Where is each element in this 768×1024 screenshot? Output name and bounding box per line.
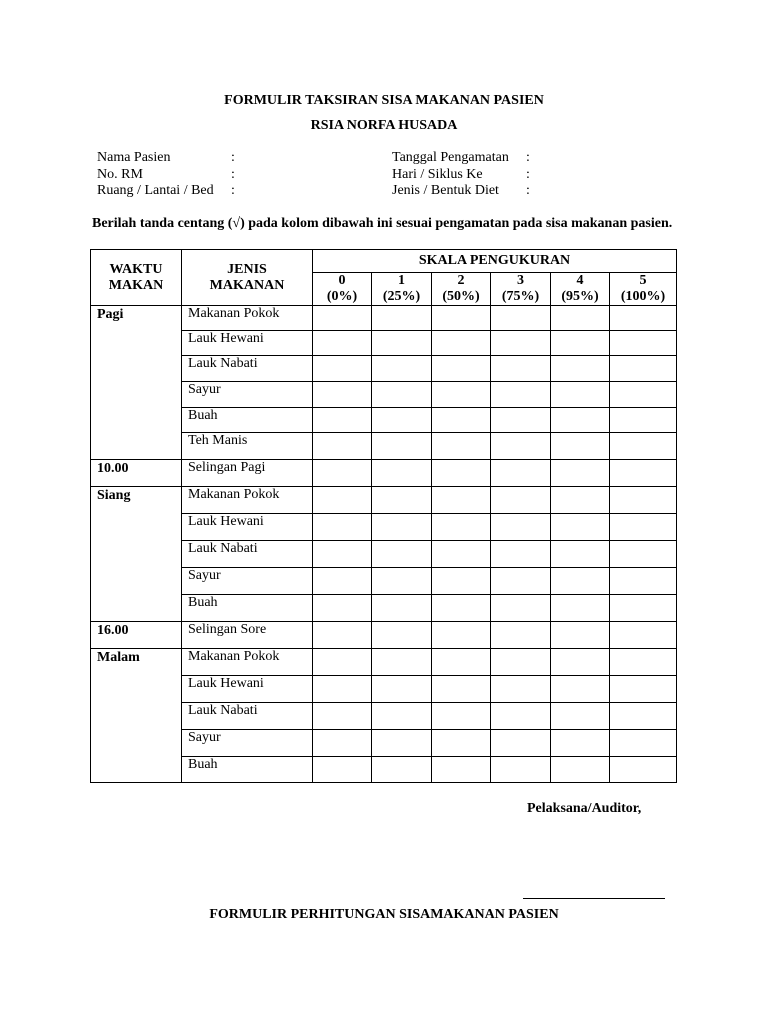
scale-checkbox-cell-2[interactable]: [432, 595, 491, 622]
jenis-makanan-cell: Lauk Hewani: [182, 331, 313, 356]
scale-num: 1: [398, 273, 405, 288]
scale-checkbox-cell-3[interactable]: [491, 433, 551, 460]
table-body: [91, 306, 677, 783]
info-label: Nama Pasien: [97, 150, 171, 165]
scale-checkbox-cell-4[interactable]: [551, 433, 610, 460]
table-row: [91, 460, 677, 487]
scale-num: 0: [338, 273, 346, 288]
scale-checkbox-cell-0[interactable]: [313, 433, 372, 460]
header-waktu-line2: MAKAN: [108, 277, 164, 293]
jenis-makanan-cell: Lauk Nabati: [182, 541, 313, 568]
scale-checkbox-cell-2[interactable]: [432, 649, 491, 676]
scale-col-4: [551, 273, 610, 306]
scale-checkbox-cell-3[interactable]: [491, 676, 551, 703]
scale-checkbox-cell-4[interactable]: [551, 460, 610, 487]
scale-checkbox-cell-4[interactable]: [551, 541, 610, 568]
scale-checkbox-cell-5[interactable]: [610, 487, 677, 514]
scale-checkbox-cell-1[interactable]: [372, 331, 432, 356]
scale-checkbox-cell-1[interactable]: [372, 703, 432, 730]
scale-checkbox-cell-5[interactable]: [610, 649, 677, 676]
scale-checkbox-cell-1[interactable]: [372, 730, 432, 757]
scale-checkbox-cell-1[interactable]: [372, 514, 432, 541]
table-row: [91, 649, 677, 676]
signature-line: [523, 898, 665, 899]
info-row-diet: [392, 183, 536, 200]
scale-col-2: [432, 273, 491, 306]
waktu-makan-cell: Siang: [91, 487, 182, 622]
scale-col-5: [610, 273, 677, 306]
scale-checkbox-cell-2[interactable]: [432, 408, 491, 433]
jenis-makanan-cell: Lauk Hewani: [182, 676, 313, 703]
form-title: FORMULIR TAKSIRAN SISA MAKANAN PASIEN: [224, 93, 544, 108]
scale-checkbox-cell-5[interactable]: [610, 514, 677, 541]
header-jenis-line2: MAKANAN: [209, 277, 285, 293]
scale-checkbox-cell-3[interactable]: [491, 595, 551, 622]
scale-checkbox-cell-2[interactable]: [432, 676, 491, 703]
jenis-makanan-cell: Lauk Hewani: [182, 514, 313, 541]
table-row: [91, 487, 677, 514]
scale-checkbox-cell-1[interactable]: [372, 595, 432, 622]
info-row-nama-pasien: [97, 150, 241, 167]
instruction-text: Berilah tanda centang (√) pada kolom dibawah ini sesuai pengamatan pada sisa makanan pasien.: [92, 216, 673, 231]
scale-checkbox-cell-0[interactable]: [313, 382, 372, 408]
second-form-title: FORMULIR PERHITUNGAN SISAMAKANAN PASIEN: [209, 907, 559, 922]
waktu-makan-cell: Pagi: [91, 306, 182, 460]
scale-checkbox-cell-3[interactable]: [491, 331, 551, 356]
scale-checkbox-cell-3[interactable]: [491, 568, 551, 595]
scale-pct: (0%): [326, 289, 358, 304]
signature-label: Pelaksana/Auditor,: [527, 801, 642, 816]
scale-checkbox-cell-5[interactable]: [610, 703, 677, 730]
info-label: No. RM: [97, 166, 143, 182]
info-colon: :: [231, 150, 235, 165]
scale-checkbox-cell-4[interactable]: [551, 757, 610, 783]
scale-checkbox-cell-3[interactable]: [491, 408, 551, 433]
scale-pct: (95%): [561, 289, 599, 304]
scale-checkbox-cell-4[interactable]: [551, 703, 610, 730]
jenis-makanan-cell: Sayur: [182, 730, 313, 757]
scale-num: 5: [639, 273, 647, 288]
scale-checkbox-cell-3[interactable]: [491, 757, 551, 783]
scale-checkbox-cell-4[interactable]: [551, 382, 610, 408]
scale-checkbox-cell-3[interactable]: [491, 730, 551, 757]
jenis-makanan-cell: Buah: [182, 408, 313, 433]
scale-checkbox-cell-5[interactable]: [610, 382, 677, 408]
scale-checkbox-cell-2[interactable]: [432, 356, 491, 382]
header-jenis-makanan: [182, 250, 313, 306]
header-waktu-line1: WAKTU: [109, 261, 163, 277]
scale-checkbox-cell-0[interactable]: [313, 568, 372, 595]
header-waktu-makan: [91, 250, 182, 306]
info-row-hari: [392, 167, 536, 184]
info-label: Tanggal Pengamatan: [392, 150, 509, 165]
scale-checkbox-cell-0[interactable]: [313, 730, 372, 757]
info-label: Hari / Siklus Ke: [392, 166, 483, 182]
info-row-no-rm: [97, 167, 241, 184]
scale-checkbox-cell-0[interactable]: [313, 757, 372, 783]
scale-checkbox-cell-4[interactable]: [551, 356, 610, 382]
scale-checkbox-cell-5[interactable]: [610, 595, 677, 622]
scale-checkbox-cell-5[interactable]: [610, 757, 677, 783]
scale-checkbox-cell-4[interactable]: [551, 622, 610, 649]
jenis-makanan-cell: Sayur: [182, 568, 313, 595]
jenis-makanan-cell: Makanan Pokok: [182, 649, 313, 676]
scale-checkbox-cell-4[interactable]: [551, 568, 610, 595]
scale-checkbox-cell-2[interactable]: [432, 306, 491, 331]
scale-checkbox-cell-3[interactable]: [491, 649, 551, 676]
scale-checkbox-cell-5[interactable]: [610, 568, 677, 595]
header-skala-pengukuran: SKALA PENGUKURAN: [313, 250, 677, 273]
scale-checkbox-cell-3[interactable]: [491, 703, 551, 730]
scale-pct: (100%): [620, 289, 666, 304]
scale-checkbox-cell-0[interactable]: [313, 649, 372, 676]
scale-checkbox-cell-1[interactable]: [372, 541, 432, 568]
scale-checkbox-cell-0[interactable]: [313, 487, 372, 514]
scale-checkbox-cell-1[interactable]: [372, 408, 432, 433]
scale-checkbox-cell-1[interactable]: [372, 676, 432, 703]
scale-checkbox-cell-2[interactable]: [432, 568, 491, 595]
scale-checkbox-cell-0[interactable]: [313, 703, 372, 730]
info-row-ruang: [97, 183, 241, 200]
scale-checkbox-cell-4[interactable]: [551, 408, 610, 433]
scale-checkbox-cell-1[interactable]: [372, 306, 432, 331]
scale-checkbox-cell-2[interactable]: [432, 460, 491, 487]
jenis-makanan-cell: Buah: [182, 757, 313, 783]
waktu-makan-cell: Malam: [91, 649, 182, 783]
scale-checkbox-cell-1[interactable]: [372, 568, 432, 595]
scale-pct: (50%): [442, 289, 480, 304]
jenis-makanan-cell: Selingan Sore: [182, 622, 313, 649]
scale-checkbox-cell-1[interactable]: [372, 460, 432, 487]
scale-checkbox-cell-2[interactable]: [432, 331, 491, 356]
waktu-makan-cell: 16.00: [91, 622, 182, 649]
scale-num: 4: [576, 273, 584, 288]
scale-checkbox-cell-3[interactable]: [491, 487, 551, 514]
scale-num: 2: [457, 273, 465, 288]
jenis-makanan-cell: Buah: [182, 595, 313, 622]
scale-checkbox-cell-5[interactable]: [610, 541, 677, 568]
table-row: [91, 306, 677, 331]
jenis-makanan-cell: Lauk Nabati: [182, 703, 313, 730]
scale-checkbox-cell-2[interactable]: [432, 487, 491, 514]
info-label: Jenis / Bentuk Diet: [392, 183, 499, 198]
scale-checkbox-cell-5[interactable]: [610, 433, 677, 460]
scale-checkbox-cell-4[interactable]: [551, 306, 610, 331]
jenis-makanan-cell: Sayur: [182, 382, 313, 408]
info-colon: :: [231, 183, 235, 198]
info-colon: :: [231, 166, 235, 182]
scale-col-0: [313, 273, 372, 306]
scale-checkbox-cell-4[interactable]: [551, 487, 610, 514]
scale-checkbox-cell-3[interactable]: [491, 541, 551, 568]
info-row-tanggal: [392, 150, 536, 167]
scale-checkbox-cell-0[interactable]: [313, 408, 372, 433]
scale-checkbox-cell-1[interactable]: [372, 433, 432, 460]
jenis-makanan-cell: Makanan Pokok: [182, 487, 313, 514]
scale-checkbox-cell-4[interactable]: [551, 649, 610, 676]
scale-checkbox-cell-3[interactable]: [491, 514, 551, 541]
jenis-makanan-cell: Teh Manis: [182, 433, 313, 460]
scale-col-3: [491, 273, 551, 306]
scale-checkbox-cell-5[interactable]: [610, 331, 677, 356]
scale-pct: (25%): [382, 289, 421, 304]
patient-info-right: [392, 150, 536, 200]
scale-checkbox-cell-4[interactable]: [551, 676, 610, 703]
scale-checkbox-cell-5[interactable]: [610, 356, 677, 382]
waktu-makan-cell: 10.00: [91, 460, 182, 487]
scale-checkbox-cell-3[interactable]: [491, 356, 551, 382]
scale-checkbox-cell-0[interactable]: [313, 541, 372, 568]
hospital-name: RSIA NORFA HUSADA: [310, 118, 458, 133]
jenis-makanan-cell: Makanan Pokok: [182, 306, 313, 331]
scale-checkbox-cell-4[interactable]: [551, 331, 610, 356]
scale-checkbox-cell-5[interactable]: [610, 622, 677, 649]
patient-info-left: [97, 150, 241, 200]
scale-checkbox-cell-5[interactable]: [610, 408, 677, 433]
scale-checkbox-cell-3[interactable]: [491, 622, 551, 649]
scale-col-1: [372, 273, 432, 306]
scale-checkbox-cell-3[interactable]: [491, 460, 551, 487]
scale-checkbox-cell-2[interactable]: [432, 382, 491, 408]
table-row: [91, 622, 677, 649]
scale-checkbox-cell-5[interactable]: [610, 730, 677, 757]
scale-checkbox-cell-4[interactable]: [551, 730, 610, 757]
scale-checkbox-cell-4[interactable]: [551, 514, 610, 541]
scale-checkbox-cell-2[interactable]: [432, 622, 491, 649]
scale-checkbox-cell-2[interactable]: [432, 514, 491, 541]
scale-checkbox-cell-2[interactable]: [432, 730, 491, 757]
scale-checkbox-cell-3[interactable]: [491, 306, 551, 331]
scale-checkbox-cell-5[interactable]: [610, 676, 677, 703]
scale-checkbox-cell-1[interactable]: [372, 487, 432, 514]
scale-checkbox-cell-0[interactable]: [313, 514, 372, 541]
scale-checkbox-cell-1[interactable]: [372, 622, 432, 649]
scale-num: 3: [517, 273, 524, 288]
scale-checkbox-cell-3[interactable]: [491, 382, 551, 408]
scale-checkbox-cell-2[interactable]: [432, 757, 491, 783]
jenis-makanan-cell: Lauk Nabati: [182, 356, 313, 382]
scale-checkbox-cell-1[interactable]: [372, 649, 432, 676]
scale-checkbox-cell-4[interactable]: [551, 595, 610, 622]
scale-checkbox-cell-2[interactable]: [432, 541, 491, 568]
scale-checkbox-cell-1[interactable]: [372, 356, 432, 382]
scale-checkbox-cell-5[interactable]: [610, 460, 677, 487]
scale-checkbox-cell-2[interactable]: [432, 703, 491, 730]
scale-checkbox-cell-0[interactable]: [313, 595, 372, 622]
info-label: Ruang / Lantai / Bed: [97, 183, 214, 198]
info-colon: :: [526, 150, 530, 165]
scale-checkbox-cell-0[interactable]: [313, 331, 372, 356]
food-waste-table: [90, 249, 677, 783]
scale-checkbox-cell-0[interactable]: [313, 356, 372, 382]
scale-checkbox-cell-1[interactable]: [372, 382, 432, 408]
header-jenis-line1: JENIS: [227, 261, 267, 277]
info-colon: :: [526, 183, 530, 198]
info-colon: :: [526, 166, 530, 182]
scale-checkbox-cell-0[interactable]: [313, 676, 372, 703]
scale-checkbox-cell-0[interactable]: [313, 306, 372, 331]
scale-pct: (75%): [501, 289, 540, 304]
scale-checkbox-cell-2[interactable]: [432, 433, 491, 460]
scale-checkbox-cell-0[interactable]: [313, 622, 372, 649]
scale-checkbox-cell-0[interactable]: [313, 460, 372, 487]
jenis-makanan-cell: Selingan Pagi: [182, 460, 313, 487]
scale-checkbox-cell-5[interactable]: [610, 306, 677, 331]
scale-checkbox-cell-1[interactable]: [372, 757, 432, 783]
